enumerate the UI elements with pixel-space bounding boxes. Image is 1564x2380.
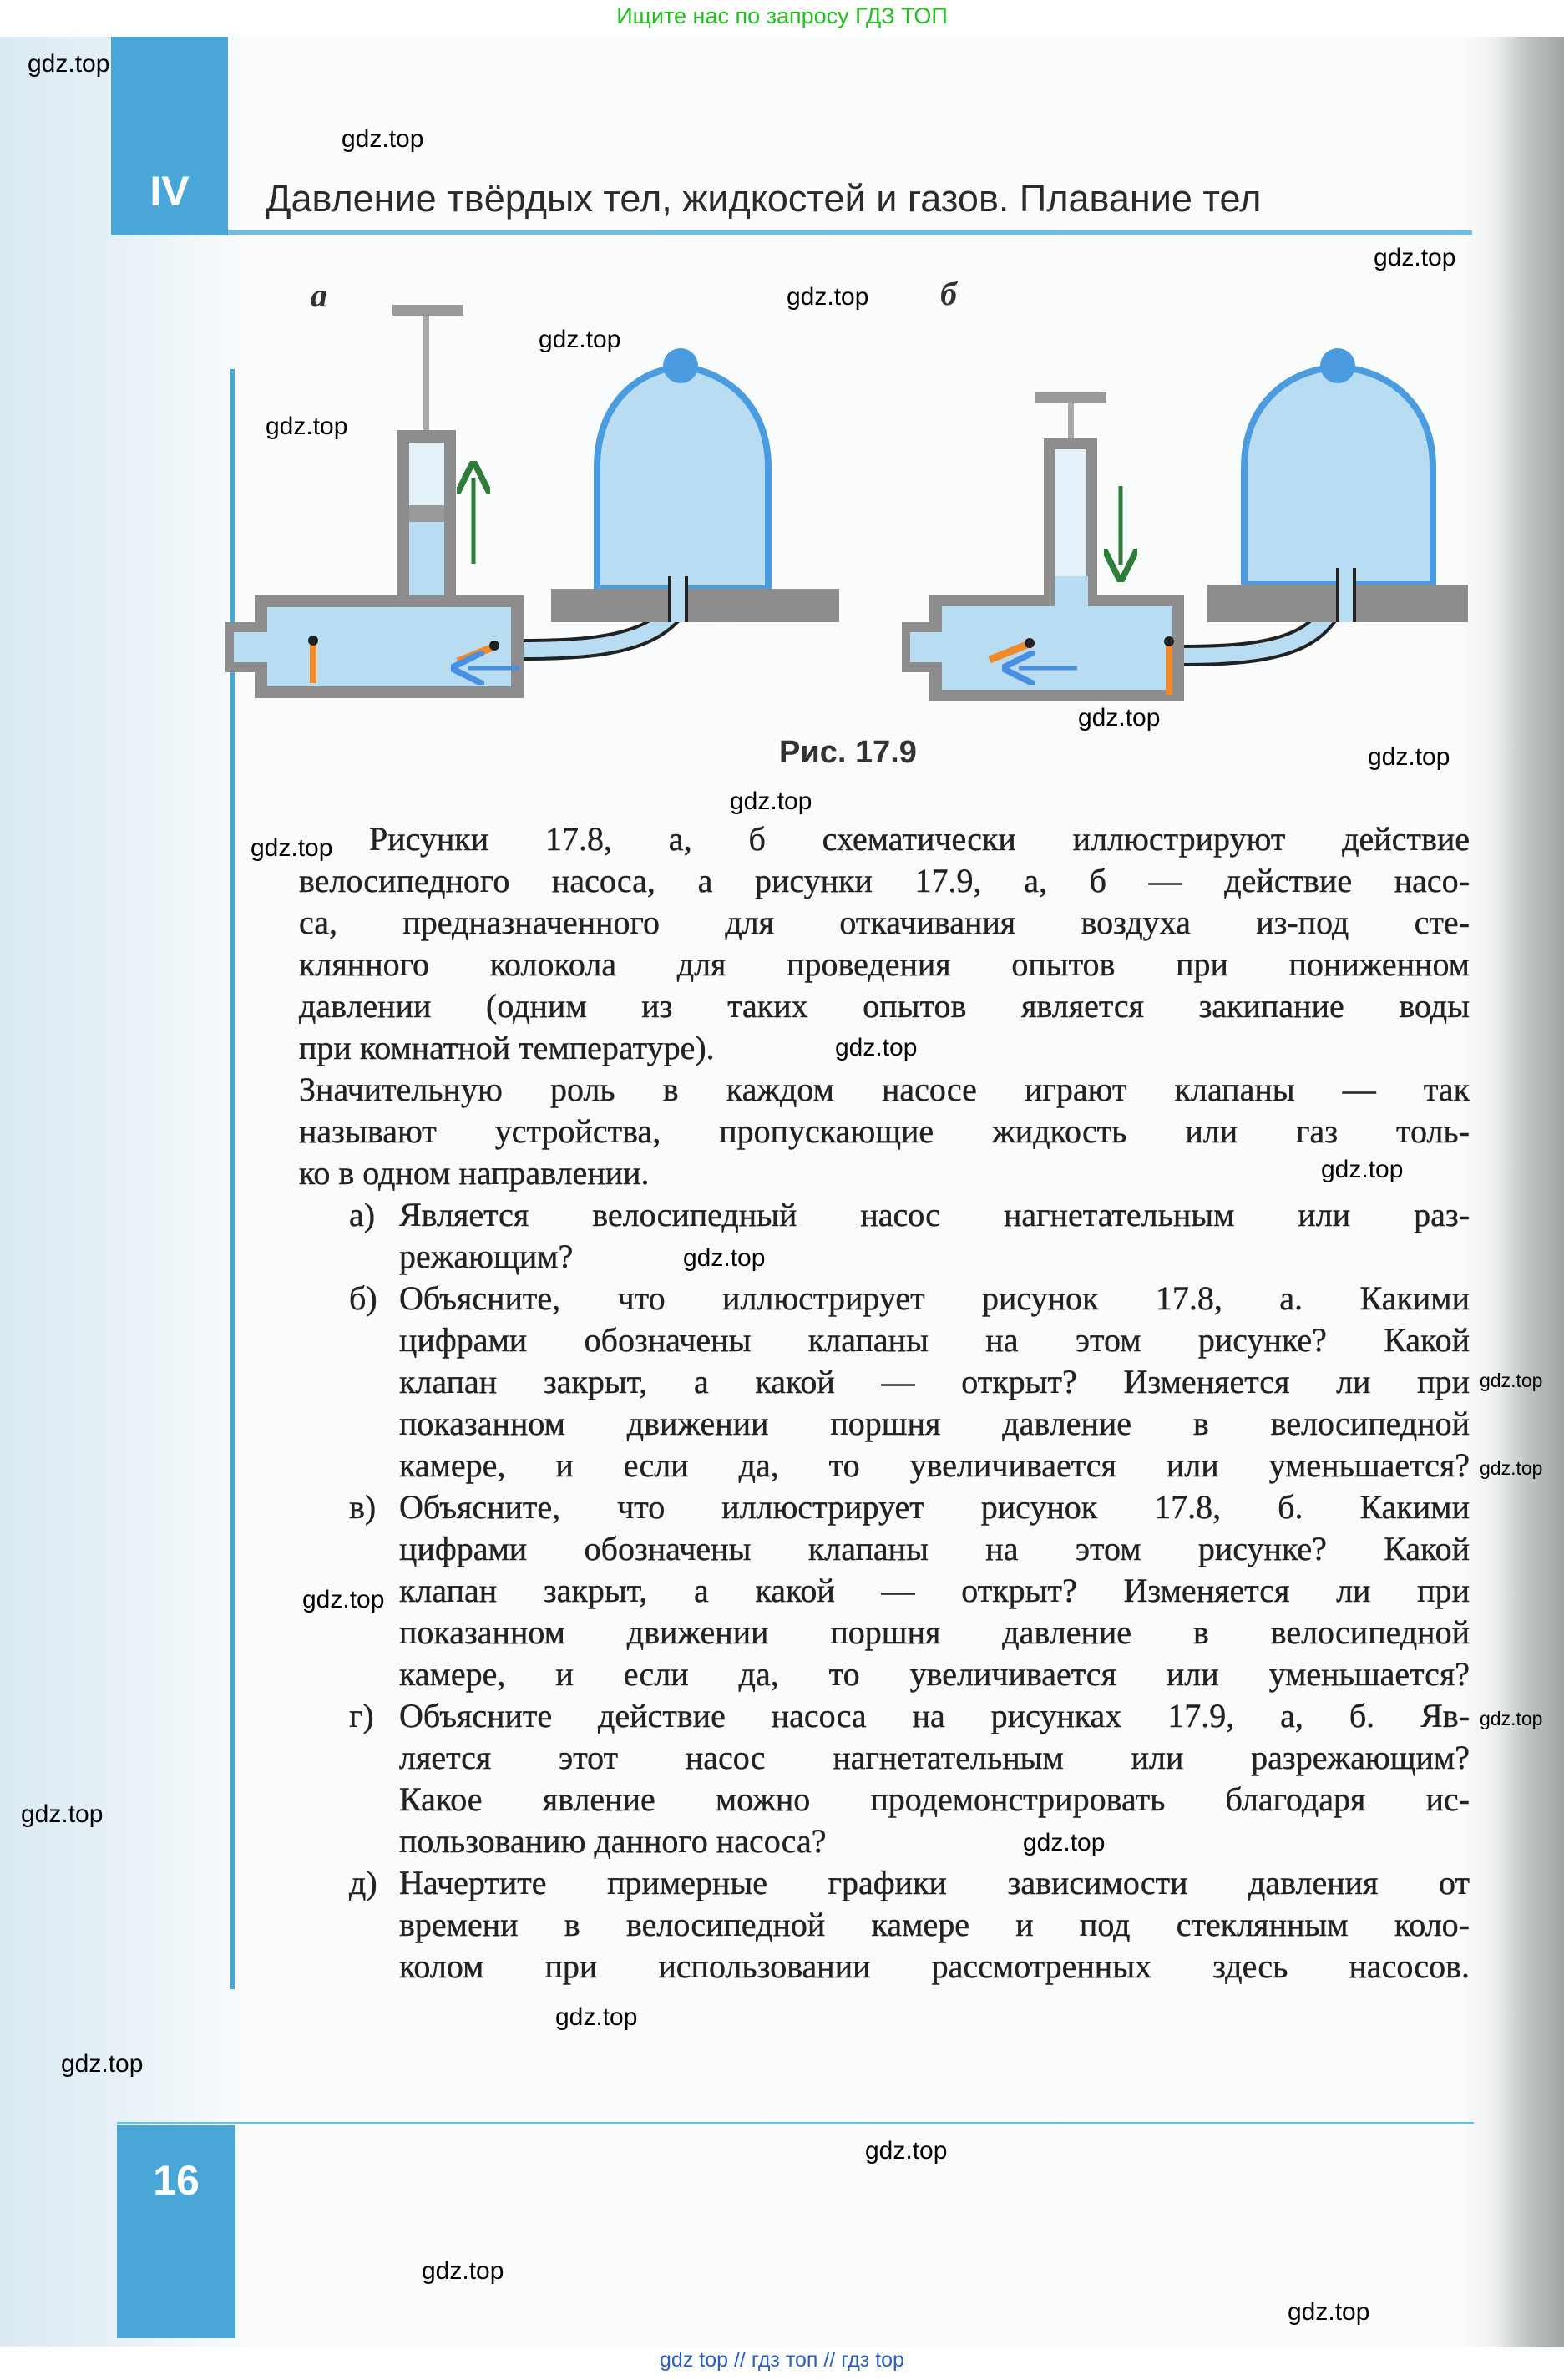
watermark: gdz.top (1023, 1829, 1106, 1856)
line-text: велосипедного насоса, а рисунки 17.9, а, б — действие насо- (299, 862, 1470, 899)
text-line (299, 902, 1470, 944)
item-label: в) (349, 1488, 377, 1526)
watermark: gdz.top (1480, 1457, 1543, 1479)
text-line (299, 818, 1470, 860)
text-line (299, 1403, 1470, 1445)
text-line (299, 1445, 1470, 1486)
text-line (299, 1737, 1470, 1779)
item-label: д) (349, 1864, 377, 1901)
line-text: Объясните действие насоса на рисунках 17.9, а, б. Яв- (399, 1697, 1470, 1734)
text-line (299, 1111, 1470, 1152)
watermark: gdz.top (539, 326, 621, 353)
line-text: Значительную роль в каждом насосе играют клапаны — так (299, 1071, 1470, 1108)
watermark: gdz.top (422, 2257, 504, 2285)
line-text: Объясните, что иллюстрирует рисунок 17.8, а. Какими (399, 1279, 1470, 1317)
watermark: gdz.top (21, 1800, 104, 1828)
line-text: камере, и если да, то увеличивается или уменьшается? (399, 1446, 1470, 1484)
line-text: клапан закрыт, а какой — открыт? Изменяется ли при (399, 1363, 1470, 1400)
text-line (299, 1570, 1470, 1612)
watermark: gdz.top (342, 125, 424, 153)
body-text (299, 818, 1470, 1988)
line-text: давлении (одним из таких опытов является закипание воды (299, 987, 1470, 1025)
text-line (299, 1820, 1470, 1862)
watermark: gdz.top (865, 2137, 948, 2165)
title-divider (228, 230, 1472, 235)
line-text: са, предназначенного для откачивания воздуха из-под сте- (299, 904, 1470, 941)
item-label: б) (349, 1279, 377, 1317)
text-line (299, 860, 1470, 902)
text-line (299, 1653, 1470, 1695)
watermark: gdz.top (28, 50, 110, 78)
line-text: пользованию данного насоса? (399, 1822, 827, 1860)
watermark: gdz.top (1480, 1370, 1543, 1391)
question-item-line (299, 1862, 1470, 1904)
watermark: gdz.top (1480, 1708, 1543, 1729)
watermark: gdz.top (1078, 704, 1161, 732)
item-label: а) (349, 1196, 376, 1233)
line-text: клянного колокола для проведения опытов при пониженном (299, 945, 1470, 983)
line-text: колом при использовании рассмотренных здесь насосов. (399, 1947, 1470, 1985)
text-line (299, 1779, 1470, 1820)
watermark: gdz.top (1374, 244, 1456, 271)
line-text: Объясните, что иллюстрирует рисунок 17.8, б. Какими (399, 1488, 1470, 1526)
question-item-line (299, 1695, 1470, 1737)
line-text: показанном движении поршня давление в велосипедной (399, 1405, 1470, 1442)
watermark: gdz.top (730, 787, 812, 815)
figure-label-a: а (311, 276, 327, 314)
text-line (299, 1236, 1470, 1278)
chapter-title: Давление твёрдых тел, жидкостей и газов. Плавание тел (266, 177, 1262, 220)
item-label: г) (349, 1697, 374, 1734)
line-text: ляется этот насос нагнетательным или разрежающим? (399, 1739, 1470, 1776)
bicycle-pump-a (225, 305, 839, 698)
line-text: режающим? (399, 1238, 574, 1275)
text-line (299, 1904, 1470, 1946)
text-line (299, 944, 1470, 985)
question-item-line (299, 1486, 1470, 1528)
text-line (299, 1069, 1470, 1111)
watermark: gdz.top (1321, 1156, 1404, 1183)
watermark: gdz.top (1368, 743, 1450, 771)
line-text: цифрами обозначены клапаны на этом рисунке? Какой (399, 1530, 1470, 1567)
watermark: gdz.top (787, 283, 869, 311)
figure-label-b: б (940, 275, 957, 312)
page-number: 16 (153, 2157, 200, 2204)
figure-caption: Рис. 17.9 (779, 735, 917, 770)
line-text: камере, и если да, то увеличивается или уменьшается? (399, 1655, 1470, 1693)
line-text: называют устройства, пропускающие жидкость или газ толь- (299, 1112, 1470, 1150)
line-text: цифрами обозначены клапаны на этом рисунке? Какой (399, 1321, 1470, 1359)
line-text: Рисунки 17.8, а, б схематически иллюстрируют действие (369, 820, 1470, 858)
text-line (299, 1946, 1470, 1988)
footer-links[interactable]: gdz top // гдз топ // гдз top (660, 2348, 904, 2372)
watermark: gdz.top (266, 413, 348, 440)
line-text: Начертите примерные графики зависимости давления от (399, 1864, 1470, 1901)
line-text: клапан закрыт, а какой — открыт? Изменяется ли при (399, 1572, 1470, 1609)
vacuum-pump-b (902, 348, 1468, 701)
text-line (299, 1528, 1470, 1570)
line-text: Является велосипедный насос нагнетательным или раз- (399, 1196, 1470, 1233)
text-line (299, 985, 1470, 1027)
chapter-number: IV (149, 168, 190, 215)
bottom-divider (117, 2122, 1474, 2124)
line-text: Какое явление можно продемонстрировать благодаря ис- (399, 1780, 1470, 1818)
watermark: gdz.top (302, 1586, 385, 1613)
watermark: gdz.top (835, 1034, 918, 1061)
text-line (299, 1152, 1470, 1194)
question-item-line (299, 1278, 1470, 1319)
watermark: gdz.top (1288, 2298, 1370, 2326)
watermark: gdz.top (555, 2003, 638, 2031)
watermark: gdz.top (251, 834, 333, 862)
line-text: времени в велосипедной камере и под стеклянным коло- (399, 1906, 1470, 1943)
pump-figure (0, 276, 1564, 743)
text-line (299, 1319, 1470, 1361)
line-text: ко в одном направлении. (299, 1154, 650, 1192)
watermark: gdz.top (683, 1244, 766, 1272)
line-text: показанном движении поршня давление в велосипедной (399, 1613, 1470, 1651)
question-item-line (299, 1194, 1470, 1236)
top-banner-text[interactable]: Ищите нас по запросу ГДЗ ТОП (616, 3, 948, 28)
watermark: gdz.top (61, 2050, 144, 2078)
text-line (299, 1612, 1470, 1653)
text-line (299, 1361, 1470, 1403)
line-text: при комнатной температуре). (299, 1029, 715, 1066)
